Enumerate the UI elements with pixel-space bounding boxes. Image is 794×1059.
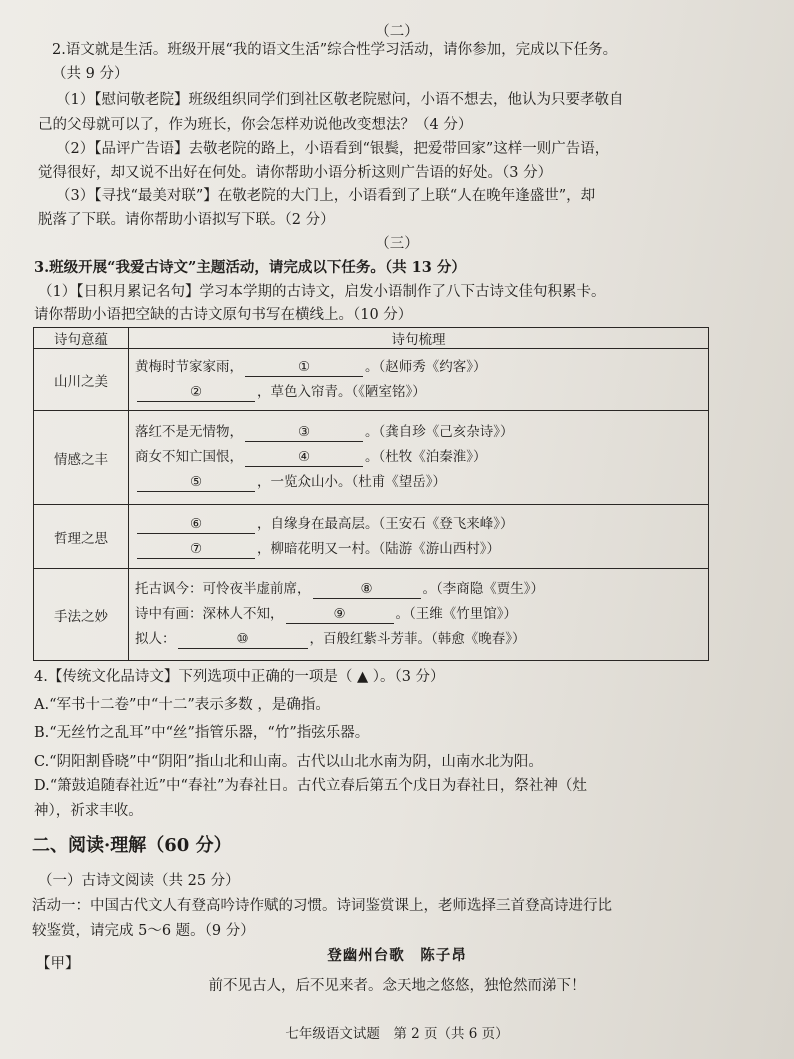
answer-blank[interactable]: ③ (245, 423, 363, 442)
poem-text: ，草色入帘青。（《陋室铭》） (257, 383, 426, 400)
category-cell: 情感之丰 (34, 411, 129, 505)
poem-line (135, 380, 702, 405)
lines-cell (129, 505, 709, 569)
q4-option-d-line-1: D.“箫鼓追随春社近”中“春社”为春社日。古代立春后第五个戊日为春社日，祭社神（灶 (34, 778, 587, 794)
q4-stem: 4.【传统文化品诗文】下列选项中正确的一项是（ ▲ ）。（3 分） (34, 669, 445, 685)
table-header-meaning: 诗句意蕴 (34, 328, 129, 349)
part-three-heading: （三） (375, 236, 419, 252)
poem-line (135, 627, 702, 652)
lines-cell (129, 349, 709, 411)
activity-one-line-1: 活动一：中国古代文人有登高吟诗作赋的习惯。诗词鉴赏课上，老师选择三首登高诗进行比 (32, 898, 612, 914)
poem-text: 。（王维《竹里馆》） (395, 606, 517, 622)
q4-option-d-line-2: 神），祈求丰收。 (34, 803, 143, 819)
part-two-heading: （二） (375, 24, 419, 40)
q2-intro-line-1: 2.语文就是生活。班级开展“我的语文生活”综合性学习活动，请你参加，完成以下任务。 (52, 42, 618, 58)
category-cell: 手法之妙 (34, 569, 129, 661)
poem-text: 黄梅时节家家雨， (135, 358, 243, 375)
poem-line (135, 602, 702, 627)
poem-table (33, 327, 709, 661)
q2-intro-line-2: （共 9 分） (52, 66, 129, 82)
answer-blank[interactable]: ⑥ (137, 515, 255, 534)
poem-label-jia: 【甲】 (36, 956, 80, 972)
lines-cell (129, 569, 709, 661)
poem-line (135, 445, 702, 470)
q2-3-line-2: 脱落了下联。请你帮助小语拟写下联。（2 分） (38, 212, 335, 228)
table-row (34, 505, 709, 569)
poem-line: 前不见古人，后不见来者。念天地之悠悠，独怆然而涕下！ (208, 978, 586, 994)
poem-line (135, 512, 702, 537)
q2-3-line-1: （3）【寻找“最美对联”】在敬老院的大门上，小语看到了上联“人在晚年逢盛世”，却 (56, 188, 596, 204)
poem-line (135, 420, 702, 445)
q3-intro: 3.班级开展“我爱古诗文”主题活动，请完成以下任务。（共 13 分） (34, 259, 466, 276)
poem-line (135, 537, 702, 562)
q2-1-line-1: （1）【慰问敬老院】班级组织同学们到社区敬老院慰问，小语不想去，他认为只要孝敬自 (56, 92, 624, 108)
answer-blank[interactable]: ⑨ (286, 605, 394, 624)
lines-cell (129, 411, 709, 505)
table-row (34, 411, 709, 505)
poem-title: 登幽州台歌 陈子昂 (327, 947, 467, 964)
answer-blank[interactable]: ② (137, 383, 255, 402)
q2-2-line-1: （2）【品评广告语】去敬老院的路上，小语看到“银鬓，把爱带回家”这样一则广告语， (56, 141, 610, 157)
table-header-row (34, 328, 709, 349)
answer-blank[interactable]: ⑧ (313, 580, 421, 599)
category-cell: 哲理之思 (34, 505, 129, 569)
answer-blank[interactable]: ④ (245, 448, 363, 467)
q4-option-b: B.“无丝竹之乱耳”中“丝”指管乐器，“竹”指弦乐器。 (34, 725, 370, 741)
poem-text: 。（赵师秀《约客》） (365, 358, 487, 375)
poem-text: 诗中有画：深林人不知， (135, 606, 284, 622)
poem-text: 。（杜牧《泊秦淮》） (365, 449, 487, 465)
poem-line (135, 577, 702, 602)
table-header-lines: 诗句梳理 (129, 328, 709, 349)
section-two-heading: 二、阅读·理解（60 分） (32, 835, 232, 856)
poem-line (135, 355, 702, 380)
q2-2-line-2: 觉得很好，却又说不出好在何处。请你帮助小语分析这则广告语的好处。（3 分） (38, 165, 553, 181)
page-footer: 七年级语文试题 第 2 页（共 6 页） (285, 1026, 509, 1042)
poem-text: 。（李商隐《贾生》） (422, 581, 544, 597)
poem-text: ，柳暗花明又一村。（陆游《游山西村》） (257, 540, 500, 557)
poem-text: ，自缘身在最高层。（王安石《登飞来峰》） (257, 515, 514, 532)
answer-blank[interactable]: ① (245, 358, 363, 377)
poem-text: ，百般红紫斗芳菲。（韩愈《晚春》） (309, 631, 526, 647)
table-row (34, 349, 709, 411)
poem-line (135, 470, 702, 495)
poem-text: ，一览众山小。（杜甫《望岳》） (257, 474, 446, 490)
section-two-subheading: （一）古诗文阅读（共 25 分） (38, 873, 240, 889)
q4-option-c: C.“阴阳割昏晓”中“阴阳”指山北和山南。古代以山北水南为阴，山南水北为阳。 (34, 754, 543, 770)
answer-blank[interactable]: ⑩ (178, 630, 308, 649)
q3-1-line-1: （1）【日积月累记名句】学习本学期的古诗文，启发小语制作了八下古诗文佳句积累卡。 (38, 284, 606, 300)
poem-text: 落红不是无情物， (135, 424, 243, 440)
q3-1-line-2: 请你帮助小语把空缺的古诗文原句书写在横线上。（10 分） (34, 307, 413, 323)
answer-blank[interactable]: ⑦ (137, 540, 255, 559)
poem-text: 托古讽今：可怜夜半虚前席， (135, 581, 311, 597)
poem-text: 。（龚自珍《己亥杂诗》） (365, 424, 514, 440)
table-row (34, 569, 709, 661)
q4-option-a: A.“军书十二卷”中“十二”表示多数 ，是确指。 (34, 697, 330, 713)
poem-text: 商女不知亡国恨， (135, 449, 243, 465)
category-cell: 山川之美 (34, 349, 129, 411)
activity-one-line-2: 较鉴赏，请完成 5～6 题。（9 分） (32, 923, 255, 939)
answer-blank[interactable]: ⑤ (137, 473, 255, 492)
poem-text: 拟人： (135, 631, 176, 647)
q2-1-line-2: 己的父母就可以了，作为班长，你会怎样劝说他改变想法？（4 分） (38, 117, 473, 133)
